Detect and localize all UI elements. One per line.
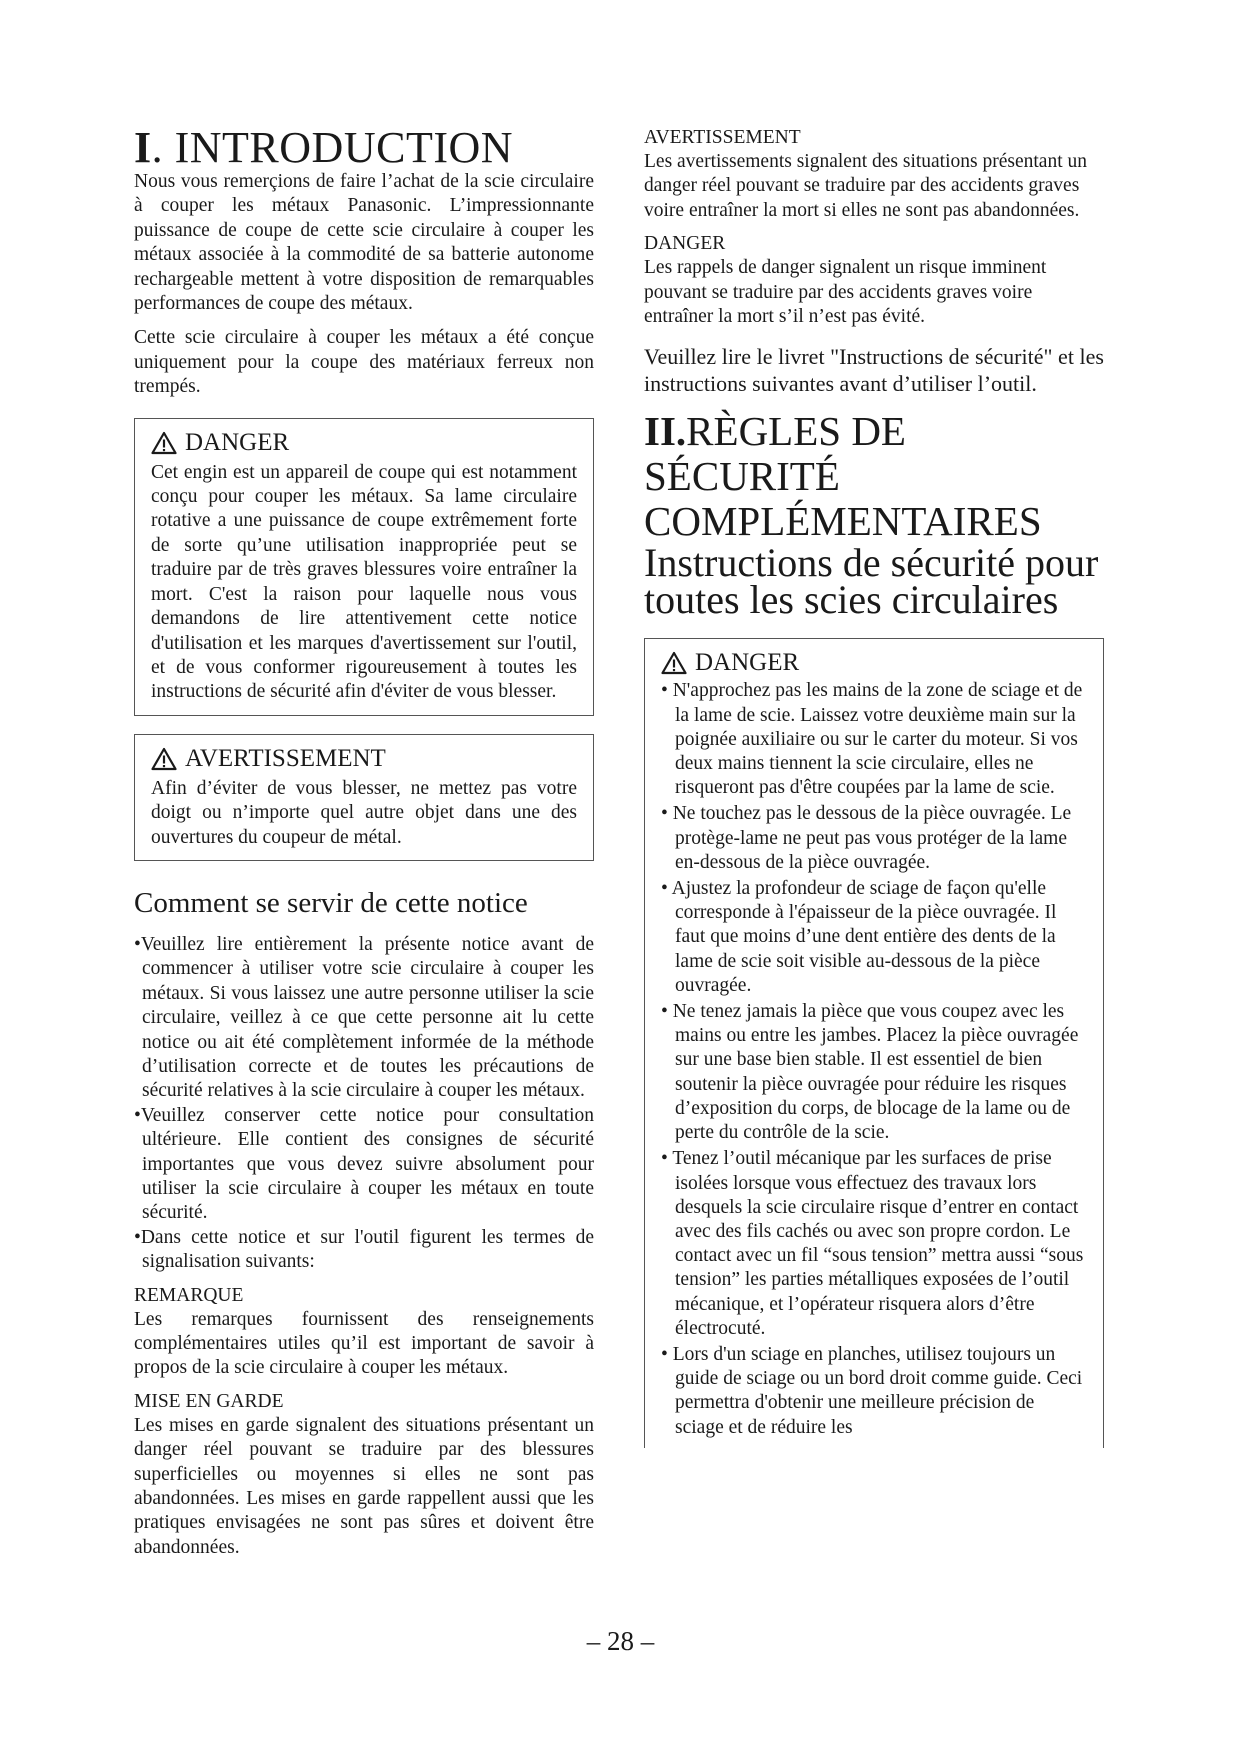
danger-box-text: Cet engin est un appareil de coupe qui est notamment conçu pour couper les métaux. Sa lame circulaire rotative a une puissance de coupe extrêmement forte de sorte qu’une utilisation inappropriée peut se traduire par de très graves blessures voire entraîner la mort. C'est la raison pour laquelle nous vous demandons de lire attentivement cette notice d'utilisation et les marques d'avertissement sur l'outil, et de vous conformer rigoureusement à toutes les instructions de sécurité afin d'éviter de vous blesser.	[151, 461, 577, 703]
howto-bullet: •Veuillez conserver cette notice pour consultation ultérieure. Elle contient des consignes de sécurité importantes que vous devez suivre absolument pour utiliser la scie circulaire à couper les métaux en toute sécurité.	[134, 1104, 594, 1224]
safety-bullet: • Ajustez la profondeur de sciage de façon qu'elle corresponde à l'épaisseur de la pièce ouvragée. Il faut que moins d’une dent entière des dents de la lame de scie soit visible au-dessous de la pièce ouvragée.	[661, 878, 1057, 996]
left-column	[134, 123, 594, 1560]
howto-bullet: •Veuillez lire entièrement la présente notice avant de commencer à utiliser votre scie circulaire à couper les métaux. Si vous laissez une autre personne utiliser la scie circulaire, veillez à ce que cette personne ait lu cette notice ou ait été complètement informée de la méthode d’utilisation correcte et de toutes les précautions de sécurité relatives à la scie circulaire à couper les métaux.	[134, 933, 594, 1102]
warning-box-text: Afin d’éviter de vous blesser, ne mettez pas votre doigt ou n’importe quel autre objet dans une des ouvertures du coupeur de métal.	[151, 777, 577, 848]
read-instructions-text: Veuillez lire le livret "Instructions de sécurité" et les instructions suivantes avant d’utiliser l’outil.	[644, 344, 1104, 397]
safety-bullet: • N'approchez pas les mains de la zone de sciage et de la lame de scie. Laissez votre deuxième main sur la poignée auxiliaire ou sur le carter du moteur. Si vos deux mains tiennent la scie circulaire, elles ne risqueront pas d'être coupées par la lame de scie.	[661, 680, 1083, 799]
safety-danger-title: DANGER	[695, 649, 800, 677]
danger-box-title: DANGER	[185, 428, 290, 456]
section-title-introduction: I. INTRODUCTION	[134, 123, 514, 172]
remarque-label: REMARQUE	[134, 1284, 244, 1306]
warning-triangle-icon	[151, 747, 177, 771]
warning-triangle-icon	[661, 651, 687, 675]
danger-text: Les rappels de danger signalent un risque imminent pouvant se traduire par des accidents graves voire entraîner la mort s’il n’est pas évité.	[644, 257, 1047, 328]
safety-danger-box	[644, 638, 1104, 1447]
warning-box	[134, 734, 594, 861]
warning-box-title: AVERTISSEMENT	[185, 744, 386, 772]
danger-label: DANGER	[644, 233, 726, 255]
mise-en-garde-label: MISE EN GARDE	[134, 1390, 284, 1412]
avertissement-label: AVERTISSEMENT	[644, 127, 801, 148]
intro-paragraph-1: Nous vous remerçions de faire l’achat de la scie circulaire à couper les métaux Panasonic. L’impressionnante puissance de coupe de cette scie circulaire à couper les métaux associée à la commodité de sa batterie autonome rechargeable mettent à votre disposition de remarquables performances de coupe des métaux.	[134, 171, 594, 315]
howto-heading: Comment se servir de cette notice	[134, 886, 528, 919]
intro-paragraph-2: Cette scie circulaire à couper les métaux a été conçue uniquement pour la coupe des matériaux ferreux non trempés.	[134, 327, 594, 398]
safety-bullet: • Ne tenez jamais la pièce que vous coupez avec les mains ou entre les jambes. Placez la pièce ouvragée sur une base bien stable. Il est essentiel de bien soutenir la pièce ouvragée pour réduire les risques d’exposition du corps, de blocage de la lame ou de perte du contrôle de la scie.	[661, 1001, 1079, 1144]
mise-en-garde-text: Les mises en garde signalent des situations présentant un danger réel pouvant se traduire par des blessures superficielles ou moyennes si elles ne sont pas abandonnées. Les mises en garde rappellent aussi que les pratiques envisagées ne sont pas sûres et doivent être abandonnées.	[134, 1414, 594, 1558]
danger-box	[134, 418, 594, 716]
page-number: – 28 –	[586, 1626, 655, 1656]
section-title-safety-line2: COMPLÉMENTAIRES	[644, 498, 1042, 545]
safety-subtitle: Instructions de sécurité pour toutes les scies circulaires	[644, 540, 1099, 623]
safety-bullet: • Lors d'un sciage en planches, utilisez toujours un guide de sciage ou un bord droit comme guide. Ceci permettra d'obtenir une meilleure précision de sciage et de réduire les	[661, 1343, 1083, 1438]
howto-bullet: •Dans cette notice et sur l'outil figurent les termes de signalisation suivants:	[134, 1226, 594, 1273]
section-title-safety: II.RÈGLES DE SÉCURITÉ	[644, 408, 906, 500]
safety-bullet: • Ne touchez pas le dessous de la pièce ouvragée. Le protège-lame ne peut pas vous protéger de la lame en-dessous de la pièce ouvragée.	[661, 803, 1072, 873]
remarque-text: Les remarques fournissent des renseignements complémentaires utiles qu’il est important de savoir à propos de la scie circulaire à couper les métaux.	[134, 1308, 594, 1379]
right-column	[644, 126, 1104, 1448]
avertissement-text: Les avertissements signalent des situations présentant un danger réel pouvant se traduire par des accidents graves voire entraîner la mort si elles ne sont pas abandonnées.	[644, 151, 1087, 221]
warning-triangle-icon	[151, 431, 177, 455]
safety-bullet: • Tenez l’outil mécanique par les surfaces de prise isolées lorsque vous effectuez des travaux lors desquels la scie circulaire risque d’entrer en contact avec des fils cachés ou avec son propre cordon. Le contact avec un fil “sous tension” mettra aussi “sous tension” les parties métalliques exposées de l’outil mécanique, et l’opérateur risquera alors d’être électrocuté.	[661, 1148, 1084, 1339]
